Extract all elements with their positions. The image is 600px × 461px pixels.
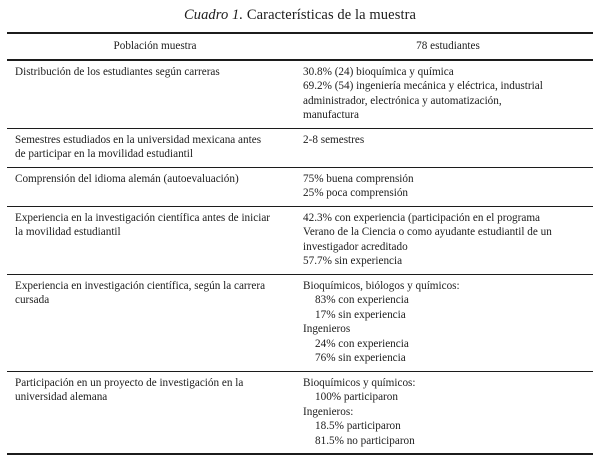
row-value-line: 42.3% con experiencia (participación en el programa <box>303 211 541 224</box>
row-value-cell <box>303 279 593 366</box>
row-label-line: Experiencia en la investigación científica antes de iniciar <box>15 211 271 224</box>
row-label-line: cursada <box>15 294 50 306</box>
row-value-cell <box>303 211 593 269</box>
table-row <box>7 167 593 206</box>
table-row <box>7 206 593 274</box>
table-title <box>0 7 600 24</box>
table-row <box>7 128 593 167</box>
row-label-cell <box>7 279 303 366</box>
row-value-line: Bioquímicos y químicos: <box>303 376 416 389</box>
table-body <box>7 61 593 454</box>
row-value-line: Verano de la Ciencia o como ayudante estudiantil de un <box>303 226 552 238</box>
header-78-estudiantes: 78 estudiantes <box>416 40 480 52</box>
row-value-line: 2-8 semestres <box>303 133 365 146</box>
row-value-line: administrador, electrónica y automatización, <box>303 94 502 107</box>
row-value-line: 81.5% no participaron <box>315 434 415 447</box>
row-value-line: Bioquímicos, biólogos y químicos: <box>303 279 460 292</box>
row-value-line: 75% buena comprensión <box>303 172 414 185</box>
table-number: Cuadro 1. <box>183 7 244 23</box>
row-label-line: Comprensión del idioma alemán (autoevaluación) <box>15 172 239 185</box>
row-label-cell <box>7 211 303 269</box>
row-label-cell <box>7 172 303 201</box>
row-label-cell <box>7 133 303 162</box>
row-value-cell <box>303 376 593 449</box>
row-value-line: 76% sin experiencia <box>315 352 406 364</box>
rule-bottom <box>7 453 593 455</box>
row-value-line: 69.2% (54) ingeniería mecánica y eléctrica, industrial <box>303 80 543 92</box>
row-value-line: 57.7% sin experiencia <box>303 255 403 267</box>
row-label-line: Semestres estudiados en la universidad mexicana antes <box>15 133 262 146</box>
row-label-line: Participación en un proyecto de investigación en la <box>15 376 244 389</box>
row-label-cell <box>7 65 303 123</box>
row-label-line: Distribución de los estudiantes según carreras <box>15 65 220 78</box>
row-value-line: 30.8% (24) bioquímica y química <box>303 65 454 78</box>
row-value-line: investigador acreditado <box>303 240 408 253</box>
row-label-line: Experiencia en investigación científica, según la carrera <box>15 279 266 292</box>
row-value-line: manufactura <box>303 109 359 121</box>
row-value-line: Ingenieros <box>303 323 351 335</box>
row-value-line: Ingenieros: <box>303 405 354 418</box>
table-row <box>7 274 593 371</box>
row-value-line: 25% poca comprensión <box>303 187 409 199</box>
data-table <box>7 32 593 455</box>
row-label-cell <box>7 376 303 449</box>
table-caption: Características de la muestra <box>243 7 417 23</box>
header-poblacion-muestra: Población muestra <box>113 40 197 52</box>
row-value-line: 18.5% participaron <box>315 420 401 432</box>
row-value-line: 100% participaron <box>315 391 398 403</box>
row-value-cell <box>303 133 593 162</box>
table-row <box>7 371 593 454</box>
row-value-line: 24% con experiencia <box>315 337 409 350</box>
row-value-cell <box>303 172 593 201</box>
row-value-cell <box>303 65 593 123</box>
table-header-row <box>7 34 593 59</box>
row-label-line: la movilidad estudiantil <box>15 226 121 238</box>
table-row <box>7 61 593 128</box>
row-label-line: universidad alemana <box>15 391 108 403</box>
row-label-line: de participar en la movilidad estudiantil <box>15 148 194 160</box>
row-value-line: 83% con experiencia <box>315 294 409 306</box>
row-value-line: 17% sin experiencia <box>315 308 406 321</box>
